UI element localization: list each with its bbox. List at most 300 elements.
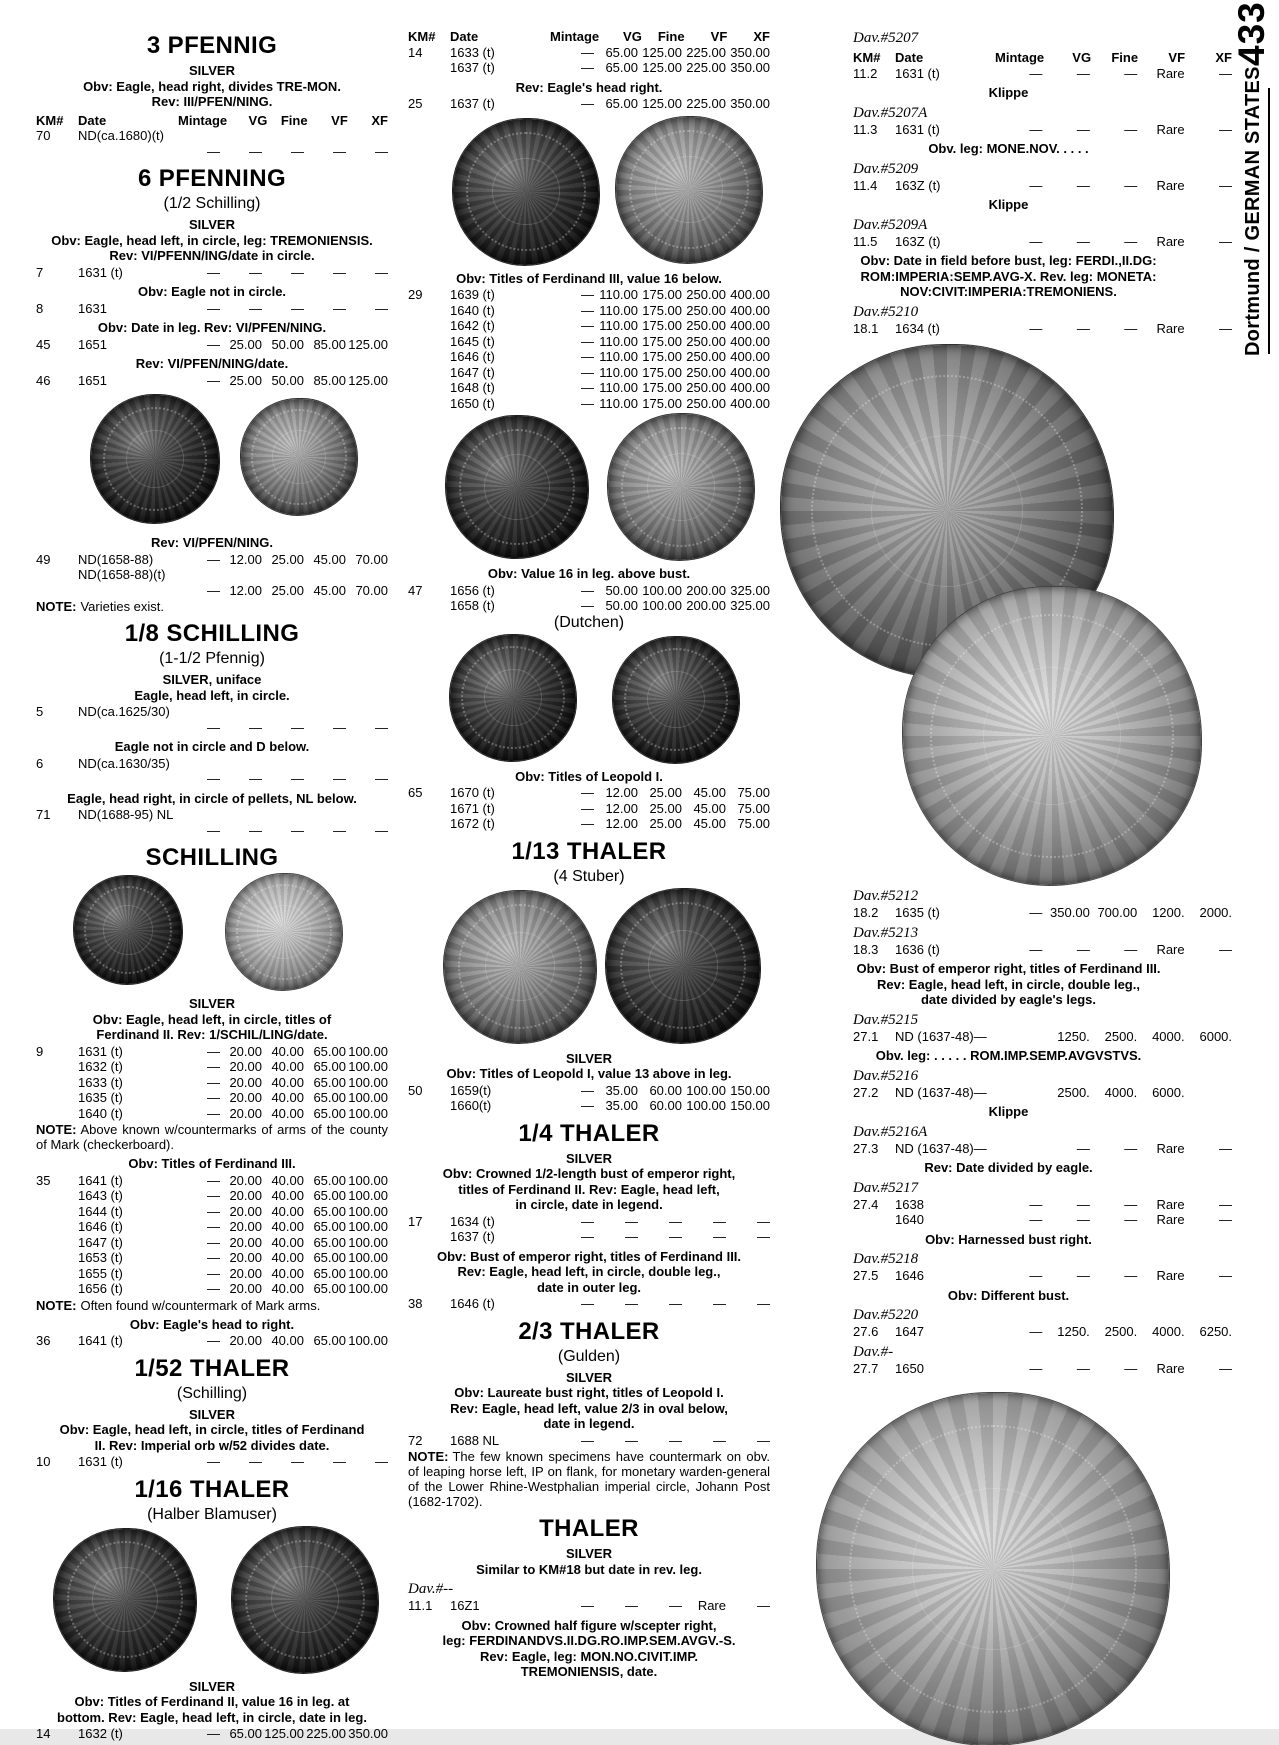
coin-photo xyxy=(54,1529,196,1671)
value-cell: 100.00 xyxy=(348,1265,388,1281)
km-number xyxy=(36,1059,78,1075)
coin-photo xyxy=(444,891,596,1043)
km-number xyxy=(36,1281,78,1297)
value-cell xyxy=(346,807,388,823)
listing-row xyxy=(853,1141,1232,1157)
dav-reference: Dav.#5215 xyxy=(853,1011,919,1028)
date-cell: 1640 (t) xyxy=(78,1105,123,1121)
value-cell: — xyxy=(207,1234,220,1250)
value-cell: — xyxy=(581,349,594,364)
dav-reference: Dav.#5212 xyxy=(853,888,919,904)
value-cell xyxy=(346,128,388,144)
value-cell: 40.00 xyxy=(271,1333,304,1348)
description-line: Obv: Titles of Ferdinand II, value 16 in leg. at xyxy=(74,1694,350,1709)
date-cell: 1635 (t) xyxy=(78,1090,123,1105)
description-block xyxy=(36,320,388,336)
km-number xyxy=(36,144,78,160)
listing-row xyxy=(408,801,770,817)
date-cell: 1646 (t) xyxy=(78,1219,123,1234)
value-cell: 40.00 xyxy=(271,1090,304,1105)
value-cell: — xyxy=(669,1229,682,1244)
km-number: 36 xyxy=(36,1333,51,1348)
value-cell: — xyxy=(581,96,594,111)
km-number: 70 xyxy=(36,128,51,143)
listing-row xyxy=(36,567,388,583)
date-cell: 1634 (t) xyxy=(450,1213,495,1229)
value-cell xyxy=(220,807,262,823)
value-cell xyxy=(304,704,346,720)
table-header-cell: XF xyxy=(371,112,388,128)
date-cell xyxy=(78,144,178,160)
value-cell: 65.00 xyxy=(605,60,638,75)
table-header-cell: VG xyxy=(1072,50,1092,65)
description-block xyxy=(408,271,770,287)
description-line: Obv: Titles of Leopold I. xyxy=(515,768,663,784)
value-cell: 175.00 xyxy=(642,395,682,411)
listing-row xyxy=(853,178,1232,194)
description-block xyxy=(408,1151,770,1213)
value-cell: 35.00 xyxy=(605,1082,638,1098)
value-cell: — xyxy=(1219,121,1233,137)
value-cell: — xyxy=(1076,1140,1090,1156)
value-cell: — xyxy=(1029,1196,1043,1212)
value-cell: — xyxy=(249,143,262,159)
value-only-row xyxy=(36,144,388,160)
table-header-cell: VG xyxy=(248,112,268,128)
dav-reference: Dav.#5210 xyxy=(853,303,919,320)
listing-row xyxy=(36,301,388,317)
value-cell: 40.00 xyxy=(271,1219,304,1234)
description-line: Obv: Eagle not in circle. xyxy=(137,284,287,299)
description-line: Obv. leg: MONE.NOV. . . . . xyxy=(928,141,1089,156)
date-cell: ND (1637-48)— xyxy=(895,1140,987,1156)
value-cell: 400.00 xyxy=(730,395,770,411)
section-subtitle: (Halber Blamuser) xyxy=(147,1505,277,1523)
value-cell: — xyxy=(291,264,304,280)
listing-row xyxy=(408,1098,770,1114)
listing-row xyxy=(36,807,388,823)
table-header-cell: VG xyxy=(623,29,642,44)
value-cell: 1200. xyxy=(1152,905,1185,920)
value-cell: 75.00 xyxy=(737,800,770,816)
section-heading: 1/8 SCHILLING xyxy=(124,620,300,647)
coin-photo-strip xyxy=(36,874,388,992)
date-cell: 1653 (t) xyxy=(78,1250,123,1265)
value-cell: — xyxy=(375,143,388,159)
listing-row xyxy=(36,1173,388,1189)
listing-row xyxy=(36,1281,388,1297)
date-cell: 1641 (t) xyxy=(78,1172,123,1188)
description-line: Obv: Bust of emperor right, titles of Ferdinand III. xyxy=(436,1248,742,1264)
spacer xyxy=(785,1376,1232,1390)
value-cell: — xyxy=(207,143,220,159)
dav-reference: Dav.#5220 xyxy=(853,1307,919,1323)
description-line: Obv: Crowned 1/2-length bust of emperor right, xyxy=(442,1166,736,1181)
value-cell: — xyxy=(207,1090,220,1105)
description-line: Obv: Date in leg. Rev: VI/PFEN/NING. xyxy=(97,320,327,335)
km-number: 14 xyxy=(408,44,423,60)
value-cell: 60.00 xyxy=(649,1082,682,1098)
km-number xyxy=(408,334,450,350)
value-cell: — xyxy=(1219,177,1233,193)
km-number xyxy=(36,1235,78,1251)
table-header-cell: Mintage xyxy=(995,50,1045,65)
value-cell: 250.00 xyxy=(686,380,726,395)
dav-reference: Dav.#- xyxy=(853,1343,894,1360)
value-cell: 110.00 xyxy=(599,349,638,364)
section-heading: 1/4 THALER xyxy=(518,1119,660,1147)
value-cell: 50.00 xyxy=(271,372,304,388)
date-cell: 1650 xyxy=(895,1360,924,1376)
description-block xyxy=(785,1048,1232,1064)
description-block xyxy=(36,996,388,1043)
value-cell: 40.00 xyxy=(271,1043,304,1059)
value-cell: 45.00 xyxy=(693,800,726,816)
description-block xyxy=(36,356,388,372)
section-heading: 1/16 THALER xyxy=(134,1475,290,1503)
listing-row xyxy=(408,1214,770,1230)
value-cell: — xyxy=(1124,233,1138,249)
listing-row xyxy=(408,1296,770,1312)
km-number: 14 xyxy=(36,1726,51,1741)
value-cell xyxy=(1185,1085,1232,1101)
value-cell: 20.00 xyxy=(229,1172,262,1188)
description-line: SILVER xyxy=(189,1678,235,1694)
value-cell: — xyxy=(1219,320,1233,336)
date-cell: 1645 (t) xyxy=(450,333,495,349)
table-header-cell: VF xyxy=(331,112,348,128)
value-cell: 350.00 xyxy=(730,60,770,75)
date-cell: 1636 (t) xyxy=(895,941,940,957)
value-cell: 20.00 xyxy=(229,1333,262,1348)
description-line: Obv: Laureate bust right, titles of Leopold I. xyxy=(454,1385,724,1400)
value-cell: — xyxy=(581,785,594,800)
value-cell: 225.00 xyxy=(686,96,726,111)
column-right xyxy=(785,26,1232,1726)
value-cell: — xyxy=(249,771,262,786)
value-cell: 70.00 xyxy=(355,551,388,567)
km-number: 46 xyxy=(36,372,51,388)
value-cell: 20.00 xyxy=(229,1188,262,1203)
coin-photo xyxy=(613,637,739,763)
value-cell: 40.00 xyxy=(271,1105,304,1121)
km-number: 27.4 xyxy=(853,1196,879,1212)
value-cell: — xyxy=(375,822,388,838)
value-cell: 12.00 xyxy=(605,816,638,831)
value-cell: 25.00 xyxy=(271,551,304,567)
value-cell: — xyxy=(581,816,594,831)
km-number: 35 xyxy=(36,1172,51,1188)
edge-header-title: Dortmund / GERMAN STATES xyxy=(1242,66,1264,356)
value-cell: Rare xyxy=(1156,1196,1185,1212)
value-cell: 250.00 xyxy=(686,349,726,364)
value-cell: 225.00 xyxy=(306,1726,346,1741)
description-block xyxy=(36,217,388,264)
value-cell: — xyxy=(1076,177,1090,193)
listing-row xyxy=(36,704,388,720)
note-label: NOTE: xyxy=(36,1297,77,1313)
value-cell: 400.00 xyxy=(730,302,770,318)
value-cell: 25.00 xyxy=(271,582,304,598)
date-cell: 1631 xyxy=(78,300,107,316)
km-number: 29 xyxy=(408,287,423,302)
value-cell xyxy=(346,704,388,720)
value-cell: 4000. xyxy=(1152,1324,1185,1339)
description-block xyxy=(36,63,388,110)
value-cell: 25.00 xyxy=(649,785,682,800)
km-number: 11.3 xyxy=(853,121,878,137)
value-cell: 100.00 xyxy=(348,1250,388,1265)
value-only-row xyxy=(36,823,388,839)
km-number xyxy=(36,823,78,839)
description-block xyxy=(36,1156,388,1172)
value-cell: — xyxy=(625,1229,638,1244)
value-cell: — xyxy=(1219,1212,1233,1227)
listing-row xyxy=(408,365,770,381)
value-cell xyxy=(220,704,262,720)
date-cell xyxy=(78,823,178,839)
dav-reference: Dav.#5207 xyxy=(853,30,919,46)
value-cell: 250.00 xyxy=(686,302,726,318)
listing-row xyxy=(36,1188,388,1204)
date-cell: 1634 (t) xyxy=(895,320,940,336)
value-cell xyxy=(995,1029,1042,1045)
coin-photo xyxy=(817,1393,1169,1745)
km-number: 27.2 xyxy=(853,1084,879,1100)
listing-row xyxy=(853,1212,1232,1228)
description-line: leg: FERDINANDVS.II.DG.RO.IMP.SEM.AVGV.-S. xyxy=(442,1633,736,1648)
description-line: Obv: Harnessed bust right. xyxy=(925,1231,1092,1247)
date-cell: 16Z1 xyxy=(450,1598,480,1613)
description-line: ROM:IMPERIA:SEMP.AVG-X. Rev. leg: MONETA: xyxy=(860,268,1157,284)
value-cell: 110.00 xyxy=(599,333,638,349)
value-cell: 100.00 xyxy=(348,1043,388,1059)
description-line: date divided by eagle's legs. xyxy=(920,992,1097,1007)
value-cell: 125.00 xyxy=(348,372,388,388)
value-cell: 4000. xyxy=(1152,1028,1185,1044)
value-cell: — xyxy=(713,1432,726,1448)
value-cell: — xyxy=(1076,1212,1090,1227)
value-cell: — xyxy=(207,1726,220,1741)
listing-row xyxy=(853,1324,1232,1340)
km-number xyxy=(408,1229,450,1245)
dav-reference: Dav.#5216 xyxy=(853,1067,919,1084)
listing-row xyxy=(853,1029,1232,1045)
km-number xyxy=(36,1250,78,1266)
date-cell: ND (1637-48)— xyxy=(895,1084,987,1100)
value-cell: 65.00 xyxy=(313,1203,346,1219)
value-cell: — xyxy=(1219,65,1233,81)
description-line: Obv: Different bust. xyxy=(947,1287,1070,1303)
km-number xyxy=(408,598,450,614)
coin-photo-strip xyxy=(408,414,770,562)
description-line: Rev: Eagle, head left, in circle, double leg., xyxy=(877,976,1140,992)
description-line: in circle, date in legend. xyxy=(515,1197,663,1212)
value-cell: 110.00 xyxy=(599,318,638,333)
date-cell: 1637 (t) xyxy=(450,60,495,75)
value-cell: 100.00 xyxy=(348,1234,388,1250)
listing-row xyxy=(408,380,770,396)
value-cell: 20.00 xyxy=(229,1074,262,1090)
section-subtitle: (Dutchen) xyxy=(553,613,625,631)
value-cell: 20.00 xyxy=(229,1250,262,1265)
value-cell: 110.00 xyxy=(599,302,638,318)
km-number: 27.7 xyxy=(853,1360,879,1376)
coin-photo xyxy=(616,117,762,263)
listing-row xyxy=(36,1059,388,1075)
value-cell: 20.00 xyxy=(229,1059,262,1074)
description-block xyxy=(408,1249,770,1296)
value-cell: — xyxy=(291,1454,304,1469)
value-cell: — xyxy=(581,60,594,75)
value-cell: — xyxy=(207,1105,220,1121)
value-cell: — xyxy=(1076,121,1090,137)
dav-reference: Dav.#5218 xyxy=(853,1251,919,1267)
value-cell: 100.00 xyxy=(348,1059,388,1074)
km-number xyxy=(408,380,450,396)
km-number: 18.3 xyxy=(853,941,879,957)
value-cell: 40.00 xyxy=(271,1172,304,1188)
coin-photo-strip xyxy=(36,391,388,531)
table-header-cell: KM# xyxy=(408,29,436,44)
date-cell: 1648 (t) xyxy=(450,380,495,395)
listing-row xyxy=(36,1266,388,1282)
km-number xyxy=(36,583,78,599)
value-cell: — xyxy=(581,333,594,349)
value-cell: — xyxy=(207,1219,220,1234)
value-cell: — xyxy=(333,771,346,786)
value-cell: — xyxy=(1029,177,1043,193)
km-number: 72 xyxy=(408,1432,423,1448)
date-cell: 1631 (t) xyxy=(895,65,940,81)
table-header-cell: KM# xyxy=(36,112,64,128)
value-cell: 2500. xyxy=(1057,1084,1090,1100)
value-cell: 65.00 xyxy=(605,96,638,111)
description-line: SILVER xyxy=(189,1406,235,1422)
description-block xyxy=(785,197,1232,213)
value-cell: 20.00 xyxy=(229,1090,262,1105)
value-cell: — xyxy=(757,1598,770,1613)
value-cell: — xyxy=(207,1203,220,1219)
km-number: 18.2 xyxy=(853,905,879,920)
value-cell: 125.00 xyxy=(348,336,388,352)
note xyxy=(36,1298,388,1313)
date-cell: 1631 (t) xyxy=(78,1454,123,1469)
km-number xyxy=(36,1204,78,1220)
value-cell: — xyxy=(581,800,594,816)
value-cell: — xyxy=(1124,320,1138,336)
value-cell: — xyxy=(1029,1268,1043,1283)
coin-photo xyxy=(903,587,1201,885)
listing-row xyxy=(408,1433,770,1449)
listing-row xyxy=(408,598,770,614)
km-number xyxy=(408,60,450,76)
value-cell: — xyxy=(207,771,220,786)
description-block xyxy=(785,1232,1232,1248)
value-cell: 100.00 xyxy=(642,598,682,613)
value-cell: — xyxy=(1219,1360,1233,1376)
km-number: 11.2 xyxy=(853,65,878,81)
value-cell: — xyxy=(625,1598,638,1613)
listing-row xyxy=(853,905,1232,921)
description-line: SILVER xyxy=(566,1150,612,1166)
table-header-cell: Fine xyxy=(1111,50,1139,65)
table-header-cell: VF xyxy=(710,29,728,44)
page-number: 433 xyxy=(1231,1,1272,66)
value-cell: — xyxy=(581,395,594,411)
km-number: 27.5 xyxy=(853,1268,879,1283)
value-cell: — xyxy=(291,719,304,735)
description-line: Obv. leg: . . . . . ROM.IMP.SEMP.AVGVSTVS. xyxy=(875,1048,1142,1063)
date-cell: 1656 (t) xyxy=(450,582,495,598)
value-cell: — xyxy=(581,1432,594,1448)
listing-row xyxy=(36,128,388,144)
date-cell: ND(1658-88)(t) xyxy=(78,567,166,582)
date-cell: 1638 xyxy=(895,1196,924,1212)
value-cell xyxy=(262,704,304,720)
value-cell: 1250. xyxy=(1057,1324,1090,1339)
note-label: NOTE: xyxy=(36,1122,77,1137)
table-header-row xyxy=(853,50,1232,66)
table-header-cell: KM# xyxy=(853,50,881,65)
value-cell: 20.00 xyxy=(229,1281,262,1296)
description-block xyxy=(36,1407,388,1454)
date-cell: 1637 (t) xyxy=(450,96,495,111)
description-line: Rev: VI/PFEN/NING. xyxy=(150,535,274,550)
description-line: NOV:CIVIT:IMPERIA:TREMONIENS. xyxy=(900,284,1117,299)
coin-photo xyxy=(606,889,760,1043)
value-cell: — xyxy=(291,771,304,786)
value-cell: — xyxy=(757,1229,770,1244)
value-cell: Rare xyxy=(1156,177,1185,193)
date-cell: 1646 xyxy=(895,1268,924,1283)
value-cell: — xyxy=(375,719,388,735)
description-block xyxy=(408,1370,770,1432)
value-cell xyxy=(220,128,262,144)
value-cell: 40.00 xyxy=(271,1250,304,1265)
listing-row xyxy=(408,96,770,112)
note-text: Above known w/countermarks of arms of the county of Mark (checkerboard). xyxy=(36,1122,388,1152)
date-cell: 1640 (t) xyxy=(450,302,495,318)
value-cell: 20.00 xyxy=(229,1203,262,1219)
value-cell: — xyxy=(207,1043,220,1059)
listing-row xyxy=(36,552,388,568)
description-line: SILVER xyxy=(566,1369,612,1385)
value-cell: — xyxy=(207,300,220,316)
km-number xyxy=(853,1212,895,1228)
km-number: 50 xyxy=(408,1082,423,1098)
value-cell: 100.00 xyxy=(348,1172,388,1188)
listing-row xyxy=(408,1083,770,1099)
listing-row xyxy=(408,318,770,334)
date-cell: ND(ca.1680)(t) xyxy=(78,128,164,143)
coin-photo-strip xyxy=(408,889,770,1047)
listing-row xyxy=(853,942,1232,958)
value-cell: — xyxy=(207,1059,220,1074)
table-header-cell: XF xyxy=(753,29,770,44)
value-cell: 20.00 xyxy=(229,1234,262,1250)
value-cell: — xyxy=(581,364,594,380)
km-number: 11.5 xyxy=(853,233,878,249)
description-line: titles of Ferdinand II. Rev: Eagle, head left, xyxy=(458,1181,720,1197)
table-header-cell: Mintage xyxy=(550,29,600,44)
value-cell: — xyxy=(581,582,594,598)
value-cell: 65.00 xyxy=(313,1059,346,1074)
description-line: Ferdinand II. Rev: 1/SCHIL/LING/date. xyxy=(96,1027,328,1042)
description-block xyxy=(785,253,1232,300)
km-number: 11.1 xyxy=(408,1598,433,1613)
description-line: Eagle, head right, in circle of pellets, NL below. xyxy=(67,790,357,806)
